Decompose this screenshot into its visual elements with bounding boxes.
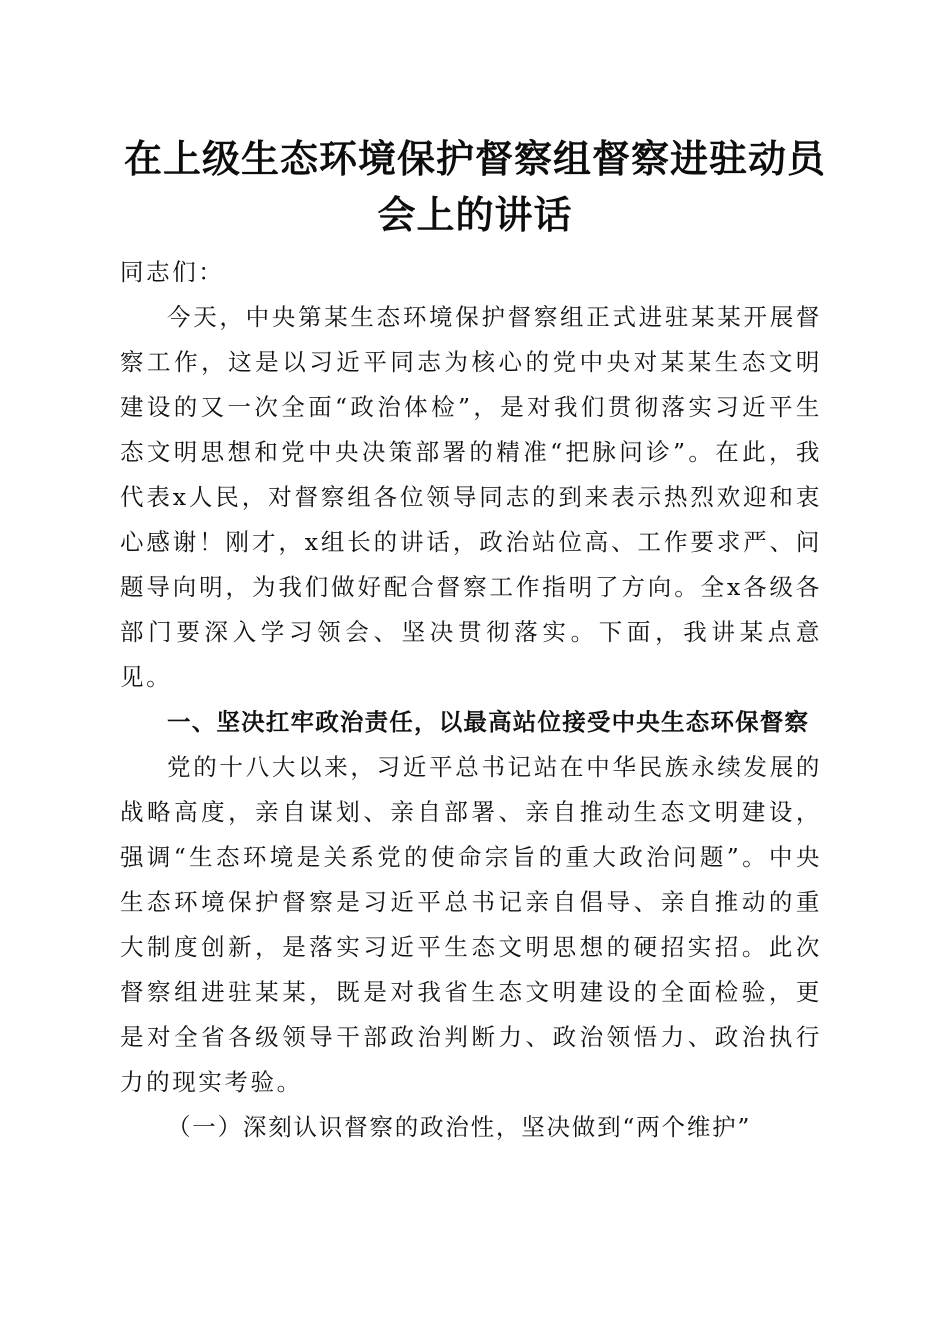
- document-body: [120, 250, 822, 1150]
- subsection-heading-1: （一）深刻认识督察的政治性，坚决做到“两个维护”: [167, 1113, 752, 1141]
- section-heading-1: 一、坚决扛牢政治责任，以最高站位接受中央生态环保督察: [167, 708, 810, 736]
- paragraph-section-1: 党的十八大以来，习近平总书记站在中华民族永续发展的战略高度，亲自谋划、亲自部署、亲自推动生态文明建设，强调“生态环境是关系党的使命宗旨的重大政治问题”。中央生态环境保护督察是习近平总书记亲自倡导、亲自推动的重大制度创新，是落实习近平生态文明思想的硬招实招。此次督察组进驻某某，既是对我省生态文明建设的全面检验，更是对全省各级领导干部政治判断力、政治领悟力、政治执行力的现实考验。: [120, 753, 822, 1096]
- document-title: 在上级生态环境保护督察组督察进驻动员会上的讲话: [123, 136, 826, 237]
- paragraph-opening: 今天，中央第某生态环境保护督察组正式进驻某某开展督察工作，这是以习近平同志为核心的党中央对某某生态文明建设的又一次全面“政治体检”，是对我们贯彻落实习近平生态文明思想和党中央决策部署的精准“把脉问诊”。在此，我代表x人民，对督察组各位领导同志的到来表示热烈欢迎和衷心感谢！刚才，x组长的讲话，政治站位高、工作要求严、问题导向明，为我们做好配合督察工作指明了方向。全x各级各部门要深入学习领会、坚决贯彻落实。下面，我讲某点意见。: [120, 303, 822, 691]
- salutation: 同志们：: [120, 258, 225, 286]
